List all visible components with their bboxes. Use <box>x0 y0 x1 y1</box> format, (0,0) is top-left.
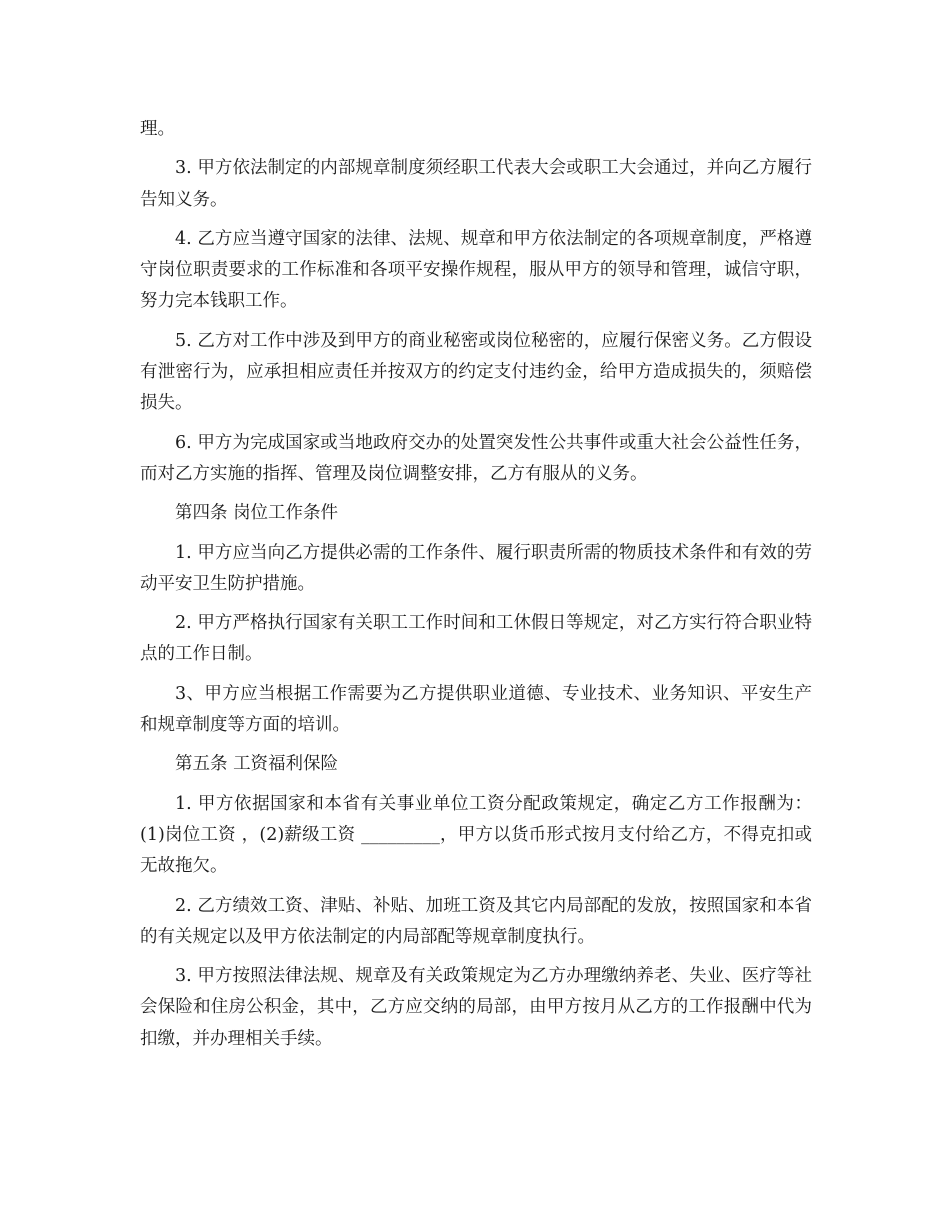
clause-3-internal-rules: 3. 甲方依法制定的内部规章制度须经职工代表大会或职工大会通过，并向乙方履行告知义务。 <box>140 158 812 210</box>
article-5-clause-1: 1. 甲方依据国家和本省有关事业单位工资分配政策规定，确定乙方工作报酬为：(1)岗位工资 ，(2)薪级工资 _________，甲方以货币形式按月支付给乙方，不得克扣或无故拖欠。 <box>140 793 812 877</box>
section-heading-article-5: 第五条 工资福利保险 <box>175 754 339 775</box>
article-4-clause-2: 2. 甲方严格执行国家有关职工工作时间和工休假日等规定，对乙方实行符合职业特点的工作日制。 <box>140 613 812 665</box>
article-5-clause-2: 2. 乙方绩效工资、津贴、补贴、加班工资及其它内局部配的发放，按照国家和本省的有关规定以及甲方依法制定的内局部配等规章制度执行。 <box>140 895 812 947</box>
article-5-clause-3: 3. 甲方按照法律法规、规章及有关政策规定为乙方办理缴纳养老、失业、医疗等社会保险和住房公积金，其中，乙方应交纳的局部，由甲方按月从乙方的工作报酬中代为扣缴，并办理相关手续。 <box>140 966 812 1049</box>
clause-6-public-tasks: 6. 甲方为完成国家或当地政府交办的处置突发性公共事件或重大社会公益性任务，而对乙方实施的指挥、管理及岗位调整安排，乙方有服从的义务。 <box>140 432 812 484</box>
section-heading-article-4: 第四条 岗位工作条件 <box>175 503 339 524</box>
article-4-clause-3: 3、甲方应当根据工作需要为乙方提供职业道德、专业技术、业务知识、平安生产和规章制度等方面的培训。 <box>140 683 812 735</box>
paragraph-continuation: 理。 <box>140 119 175 139</box>
clause-5-confidentiality: 5. 乙方对工作中涉及到甲方的商业秘密或岗位秘密的，应履行保密义务。乙方假设有泄密行为，应承担相应责任并按双方的约定支付违约金，给甲方造成损失的，须赔偿损失。 <box>140 330 812 414</box>
document-body <box>140 114 812 1063</box>
article-4-clause-1: 1. 甲方应当向乙方提供必需的工作条件、履行职责所需的物质技术条件和有效的劳动平安卫生防护措施。 <box>140 542 812 594</box>
clause-4-obey-rules: 4. 乙方应当遵守国家的法律、法规、规章和甲方依法制定的各项规章制度，严格遵守岗位职责要求的工作标准和各项平安操作规程，服从甲方的领导和管理，诚信守职，努力完本钱职工作。 <box>140 228 812 312</box>
